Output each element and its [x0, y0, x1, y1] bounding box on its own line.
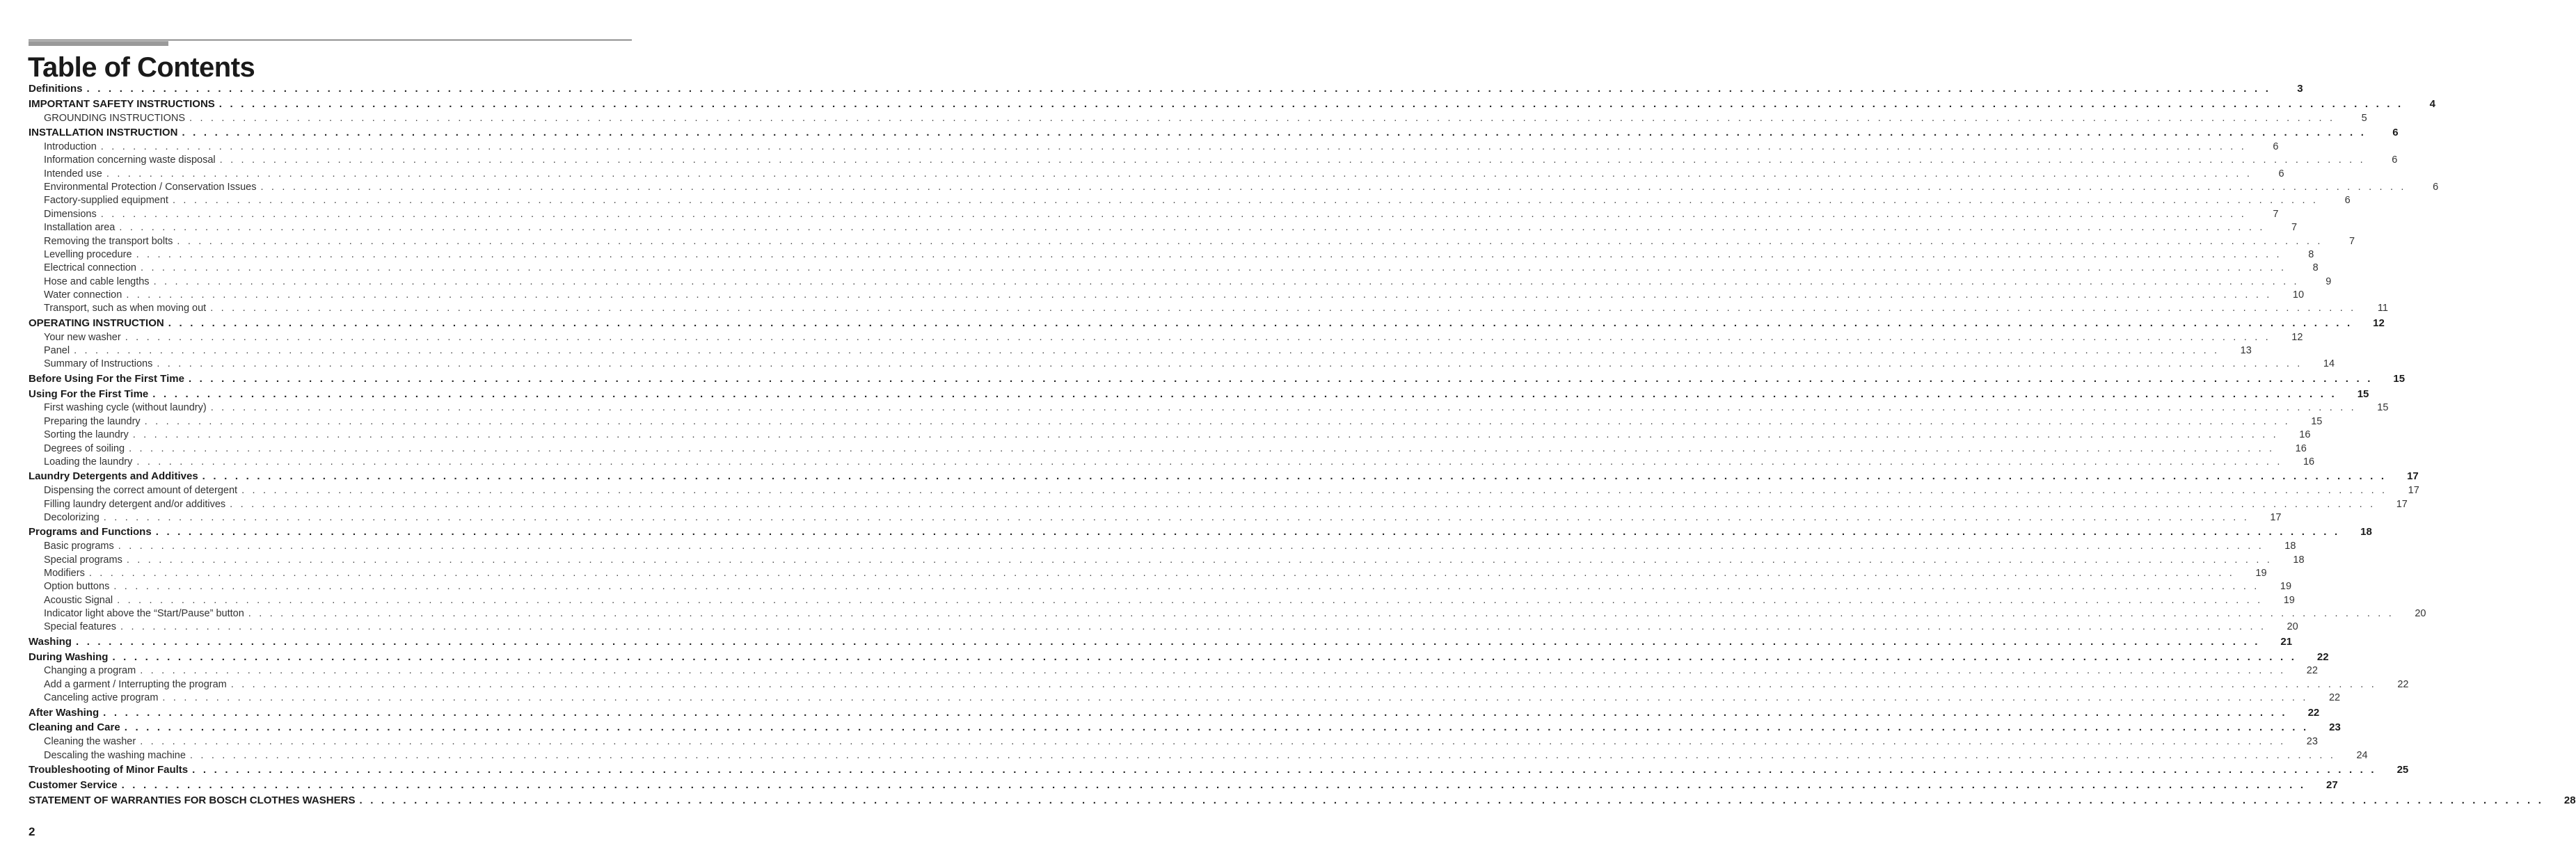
toc-subsection-entry[interactable]: [29, 415, 2323, 429]
toc-dot-leader: . . . . . . . . . . . . . . . . . . . . . . . . . . . . . . . . . . . . . . . . . . . . . . . . . . . . . . . . . . . . . . . . . . . . . . . . . . . . . . . . . . . . . . . . . . . . . . . . . . . . . . . . . . . . . . . . . . . . . . . . . . . . . . . . . . . . . . . . . . . . . . . . . . . . . . . . . . . . . . . . . . . . . . . . . . . . . . . . . . . . . . . . . . . . . . . . . . . . . . . .: [126, 289, 2273, 301]
toc-entry-page: 19: [2255, 567, 2267, 579]
table-of-contents: [29, 81, 2576, 808]
toc-dot-leader: . . . . . . . . . . . . . . . . . . . . . . . . . . . . . . . . . . . . . . . . . . . . . . . . . . . . . . . . . . . . . . . . . . . . . . . . . . . . . . . . . . . . . . . . . . . . . . . . . . . . . . . . . . . . . . . . . . . . . . . . . . . . . . . . . . . . . . . . . . . . . . . . . . . . . . . . . . . . . . . . . . . . . . . . . . . . . . . . . . . . . . . . . . . . . . . . . . . . . . . .: [192, 764, 2377, 776]
toc-dot-leader: . . . . . . . . . . . . . . . . . . . . . . . . . . . . . . . . . . . . . . . . . . . . . . . . . . . . . . . . . . . . . . . . . . . . . . . . . . . . . . . . . . . . . . . . . . . . . . . . . . . . . . . . . . . . . . . . . . . . . . . . . . . . . . . . . . . . . . . . . . . . . . . . . . . . . . . . . . . . . . . . . . . . . . . . . . . . . . . . . . . . . . . . . . . . . . . . . . . . . . . .: [141, 262, 2287, 274]
toc-subsection-entry[interactable]: [29, 498, 2408, 511]
toc-section-entry[interactable]: [29, 81, 2303, 97]
toc-entry-label: Hose and cable lengths: [44, 275, 150, 287]
toc-section-entry[interactable]: [29, 525, 2372, 540]
toc-entry-page: 8: [2312, 262, 2319, 274]
toc-subsection-entry[interactable]: [29, 344, 2252, 358]
toc-dot-leader: . . . . . . . . . . . . . . . . . . . . . . . . . . . . . . . . . . . . . . . . . . . . . . . . . . . . . . . . . . . . . . . . . . . . . . . . . . . . . . . . . . . . . . . . . . . . . . . . . . . . . . . . . . . . . . . . . . . . . . . . . . . . . . . . . . . . . . . . . . . . . . . . . . . . . . . . . . . . . . . . . . . . . . . . . . . . . . . . . . . . . . . . . . . . . . . . . . . . . . . .: [136, 456, 2283, 468]
toc-entry-page: 6: [2392, 154, 2398, 166]
toc-entry-page: 22: [2316, 650, 2329, 663]
toc-dot-leader: . . . . . . . . . . . . . . . . . . . . . . . . . . . . . . . . . . . . . . . . . . . . . . . . . . . . . . . . . . . . . . . . . . . . . . . . . . . . . . . . . . . . . . . . . . . . . . . . . . . . . . . . . . . . . . . . . . . . . . . . . . . . . . . . . . . . . . . . . . . . . . . . . . . . . . . . . . . . . . . . . . . . . . . . . . . . . . . . . . . . . . . . . . . . . . . . . . . . . . . .: [136, 248, 2282, 260]
toc-subsection-entry[interactable]: [29, 442, 2307, 456]
toc-dot-leader: . . . . . . . . . . . . . . . . . . . . . . . . . . . . . . . . . . . . . . . . . . . . . . . . . . . . . . . . . . . . . . . . . . . . . . . . . . . . . . . . . . . . . . . . . . . . . . . . . . . . . . . . . . . . . . . . . . . . . . . . . . . . . . . . . . . . . . . . . . . . . . . . . . . . . . . . . . . . . . . . . . . . . . . . . . . . . . . . . . . . . . . . . . . . . . . . . . . . . . . .: [100, 208, 2247, 220]
toc-subsection-entry[interactable]: [29, 735, 2318, 749]
toc-subsection-entry[interactable]: [29, 621, 2298, 634]
toc-entry-label: Programs and Functions: [29, 526, 152, 538]
toc-entry-page: 16: [2295, 442, 2307, 454]
toc-section-entry[interactable]: [29, 125, 2399, 141]
toc-entry-label: Factory-supplied equipment: [44, 195, 168, 207]
toc-subsection-entry[interactable]: [29, 208, 2279, 221]
toc-dot-leader: . . . . . . . . . . . . . . . . . . . . . . . . . . . . . . . . . . . . . . . . . . . . . . . . . . . . . . . . . . . . . . . . . . . . . . . . . . . . . . . . . . . . . . . . . . . . . . . . . . . . . . . . . . . . . . . . . . . . . . . . . . . . . . . . . . . . . . . . . . . . . . . . . . . . . . . . . . . . . . . . . . . . . . . . . . . . . . . . . . . . . . . . . . . . . . . . . . . . . . . .: [103, 511, 2250, 523]
toc-dot-leader: . . . . . . . . . . . . . . . . . . . . . . . . . . . . . . . . . . . . . . . . . . . . . . . . . . . . . . . . . . . . . . . . . . . . . . . . . . . . . . . . . . . . . . . . . . . . . . . . . . . . . . . . . . . . . . . . . . . . . . . . . . . . . . . . . . . . . . . . . . . . . . . . . . . . . . . . . . . . . . . . . . . . . . . . . . . . . . . . . . . . . . . . . . . . . . . . . . . . . . . .: [120, 621, 2266, 633]
toc-entry-label: Environmental Protection / Conservation Issues: [44, 181, 257, 193]
toc-dot-leader: . . . . . . . . . . . . . . . . . . . . . . . . . . . . . . . . . . . . . . . . . . . . . . . . . . . . . . . . . . . . . . . . . . . . . . . . . . . . . . . . . . . . . . . . . . . . . . . . . . . . . . . . . . . . . . . . . . . . . . . . . . . . . . . . . . . . . . . . . . . . . . . . . . . . . . . . . . . . . . . . . . . . . . . . . . . . . . . . . . . . . . . . . . . . . . . . . . . . . . . .: [75, 635, 2261, 648]
toc-entry-label: Cleaning the washer: [44, 736, 136, 748]
toc-entry-page: 15: [2311, 415, 2323, 427]
toc-entry-label: Sorting the laundry: [44, 429, 129, 441]
toc-dot-leader: . . . . . . . . . . . . . . . . . . . . . . . . . . . . . . . . . . . . . . . . . . . . . . . . . . . . . . . . . . . . . . . . . . . . . . . . . . . . . . . . . . . . . . . . . . . . . . . . . . . . . . . . . . . . . . . . . . . . . . . . . . . . . . . . . . . . . . . . . . . . . . . . . . . . . . . . . . . . . . . . . . . . . . . . . . . . . . . . . . . . . . . . . . . . . . . . . . . . . . . .: [119, 222, 2266, 234]
page-title: Table of Contents: [28, 52, 255, 83]
toc-section-entry[interactable]: [29, 371, 2406, 387]
toc-entry-page: 17: [2408, 485, 2419, 497]
toc-entry-label: Summary of Instructions: [44, 358, 153, 370]
toc-subsection-entry[interactable]: [29, 248, 2314, 262]
toc-entry-label: Intended use: [44, 168, 102, 179]
toc-section-entry[interactable]: [29, 762, 2409, 778]
toc-entry-label: Using For the First Time: [29, 387, 149, 400]
toc-section-entry[interactable]: [29, 316, 2385, 331]
toc-subsection-entry[interactable]: [29, 540, 2296, 553]
toc-entry-page: 23: [2306, 736, 2318, 748]
toc-subsection-entry[interactable]: [29, 749, 2368, 762]
toc-entry-label: After Washing: [29, 706, 100, 719]
toc-dot-leader: . . . . . . . . . . . . . . . . . . . . . . . . . . . . . . . . . . . . . . . . . . . . . . . . . . . . . . . . . . . . . . . . . . . . . . . . . . . . . . . . . . . . . . . . . . . . . . . . . . . . . . . . . . . . . . . . . . . . . . . . . . . . . . . . . . . . . . . . . . . . . . . . . . . . . . . . . . . . . . . . . . . . . . . . . . . . . . . . . . . . . . . . . . . . . . . . . . . . . . . .: [157, 358, 2303, 370]
toc-dot-leader: . . . . . . . . . . . . . . . . . . . . . . . . . . . . . . . . . . . . . . . . . . . . . . . . . . . . . . . . . . . . . . . . . . . . . . . . . . . . . . . . . . . . . . . . . . . . . . . . . . . . . . . . . . . . . . . . . . . . . . . . . . . . . . . . . . . . . . . . . . . . . . . . . . . . . . . . . . . . . . . . . . . . . . . . . . . . . . . . . . . . . . . . . . . . . . . . . . . . . . . .: [112, 650, 2297, 663]
toc-entry-page: 19: [2280, 581, 2292, 593]
toc-dot-leader: . . . . . . . . . . . . . . . . . . . . . . . . . . . . . . . . . . . . . . . . . . . . . . . . . . . . . . . . . . . . . . . . . . . . . . . . . . . . . . . . . . . . . . . . . . . . . . . . . . . . . . . . . . . . . . . . . . . . . . . . . . . . . . . . . . . . . . . . . . . . . . . . . . . . . . . . . . . . . . . . . . . . . . . . . . . . . . . . . . . . . . . . . . . . . . . . . . . . . . . .: [106, 168, 2252, 179]
toc-entry-label: Cleaning and Care: [29, 721, 120, 734]
toc-section-entry[interactable]: [29, 634, 2293, 650]
toc-entry-page: 18: [2360, 526, 2372, 538]
toc-entry-page: 24: [2356, 749, 2368, 761]
toc-entry-label: Decolorizing: [44, 511, 100, 523]
toc-entry-label: Special programs: [44, 554, 122, 566]
toc-entry-page: 9: [2325, 275, 2332, 287]
toc-entry-label: Special features: [44, 621, 116, 633]
toc-dot-leader: . . . . . . . . . . . . . . . . . . . . . . . . . . . . . . . . . . . . . . . . . . . . . . . . . . . . . . . . . . . . . . . . . . . . . . . . . . . . . . . . . . . . . . . . . . . . . . . . . . . . . . . . . . . . . . . . . . . . . . . . . . . . . . . . . . . . . . . . . . . . . . . . . . . . . . . . . . . . . . . . . . . . . . . . . . . . . . . . . . . . . . . . . . . . . . . . . . . . . . . .: [260, 181, 2407, 193]
toc-entry-label: Add a garment / Interrupting the program: [44, 678, 227, 690]
toc-entry-page: 18: [2284, 541, 2296, 552]
toc-dot-leader: . . . . . . . . . . . . . . . . . . . . . . . . . . . . . . . . . . . . . . . . . . . . . . . . . . . . . . . . . . . . . . . . . . . . . . . . . . . . . . . . . . . . . . . . . . . . . . . . . . . . . . . . . . . . . . . . . . . . . . . . . . . . . . . . . . . . . . . . . . . . . . . . . . . . . . . . . . . . . . . . . . . . . . . . . . . . . . . . . . . . . . . . . . . . . . . . . . . . . . . .: [100, 141, 2247, 152]
toc-entry-page: 22: [2397, 678, 2409, 690]
toc-subsection-entry[interactable]: [29, 594, 2295, 607]
toc-subsection-entry[interactable]: [29, 692, 2341, 705]
toc-entry-label: During Washing: [29, 650, 109, 663]
toc-dot-leader: . . . . . . . . . . . . . . . . . . . . . . . . . . . . . . . . . . . . . . . . . . . . . . . . . . . . . . . . . . . . . . . . . . . . . . . . . . . . . . . . . . . . . . . . . . . . . . . . . . . . . . . . . . . . . . . . . . . . . . . . . . . . . . . . . . . . . . . . . . . . . . . . . . . . . . . . . . . . . . . . . . . . . . . . . . . . . . . . . . . . . . . . . . . . . . . . . . . . . . . .: [230, 498, 2376, 510]
toc-entry-label: Washing: [29, 635, 72, 648]
toc-entry-page: 15: [2357, 387, 2369, 400]
toc-subsection-entry[interactable]: [29, 194, 2351, 207]
toc-dot-leader: . . . . . . . . . . . . . . . . . . . . . . . . . . . . . . . . . . . . . . . . . . . . . . . . . . . . . . . . . . . . . . . . . . . . . . . . . . . . . . . . . . . . . . . . . . . . . . . . . . . . . . . . . . . . . . . . . . . . . . . . . . . . . . . . . . . . . . . . . . . . . . . . . . . . . . . . . . . . . . . . . . . . . . . . . . . . . . . . . . . . . . . . . . . . . . . . . . . . . . . .: [189, 112, 2335, 124]
toc-entry-page: 19: [2283, 594, 2295, 606]
toc-entry-page: 7: [2349, 235, 2355, 247]
toc-subsection-entry[interactable]: [29, 607, 2426, 621]
toc-entry-page: 20: [2415, 608, 2426, 620]
toc-entry-label: IMPORTANT SAFETY INSTRUCTIONS: [29, 97, 215, 110]
toc-entry-page: 4: [2429, 97, 2435, 110]
toc-entry-label: Electrical connection: [44, 262, 136, 274]
toc-entry-label: Introduction: [44, 141, 97, 152]
toc-entry-page: 20: [2287, 621, 2298, 633]
toc-entry-page: 28: [2563, 794, 2576, 806]
toc-dot-leader: . . . . . . . . . . . . . . . . . . . . . . . . . . . . . . . . . . . . . . . . . . . . . . . . . . . . . . . . . . . . . . . . . . . . . . . . . . . . . . . . . . . . . . . . . . . . . . . . . . . . . . . . . . . . . . . . . . . . . . . . . . . . . . . . . . . . . . . . . . . . . . . . . . . . . . . . . . . . . . . . . . . . . . . . . . . . . . . . . . . . . . . . . . . . . . . . . . . . . . . .: [113, 581, 2260, 593]
toc-dot-leader: . . . . . . . . . . . . . . . . . . . . . . . . . . . . . . . . . . . . . . . . . . . . . . . . . . . . . . . . . . . . . . . . . . . . . . . . . . . . . . . . . . . . . . . . . . . . . . . . . . . . . . . . . . . . . . . . . . . . . . . . . . . . . . . . . . . . . . . . . . . . . . . . . . . . . . . . . . . . . . . . . . . . . . . . . . . . . . . . . . . . . . . . . . . . . . . . . . . . . . . .: [125, 331, 2271, 343]
toc-dot-leader: . . . . . . . . . . . . . . . . . . . . . . . . . . . . . . . . . . . . . . . . . . . . . . . . . . . . . . . . . . . . . . . . . . . . . . . . . . . . . . . . . . . . . . . . . . . . . . . . . . . . . . . . . . . . . . . . . . . . . . . . . . . . . . . . . . . . . . . . . . . . . . . . . . . . . . . . . . . . . . . . . . . . . . . . . . . . . . . . . . . . . . . . . . . . . . . . . . . . . . . .: [230, 678, 2377, 690]
toc-entry-label: Panel: [44, 345, 70, 357]
toc-entry-page: 15: [2393, 372, 2406, 385]
toc-dot-leader: . . . . . . . . . . . . . . . . . . . . . . . . . . . . . . . . . . . . . . . . . . . . . . . . . . . . . . . . . . . . . . . . . . . . . . . . . . . . . . . . . . . . . . . . . . . . . . . . . . . . . . . . . . . . . . . . . . . . . . . . . . . . . . . . . . . . . . . . . . . . . . . . . . . . . . . . . . . . . . . . . . . . . . . . . . . . . . . . . . . . . . . . . . . . . . . . . . . . . . . .: [248, 608, 2394, 620]
toc-subsection-entry[interactable]: [29, 168, 2284, 181]
page-number: 2: [29, 825, 35, 838]
toc-entry-page: 11: [2377, 303, 2388, 314]
toc-entry-label: Troubleshooting of Minor Faults: [29, 764, 189, 776]
toc-dot-leader: . . . . . . . . . . . . . . . . . . . . . . . . . . . . . . . . . . . . . . . . . . . . . . . . . . . . . . . . . . . . . . . . . . . . . . . . . . . . . . . . . . . . . . . . . . . . . . . . . . . . . . . . . . . . . . . . . . . . . . . . . . . . . . . . . . . . . . . . . . . . . . . . . . . . . . . . . . . . . . . . . . . . . . . . . . . . . . . . . . . . . . . . . . . . . . . . . . . . . . . .: [219, 154, 2366, 166]
toc-entry-page: 6: [2273, 141, 2279, 152]
toc-entry-page: 22: [2307, 706, 2320, 719]
toc-dot-leader: . . . . . . . . . . . . . . . . . . . . . . . . . . . . . . . . . . . . . . . . . . . . . . . . . . . . . . . . . . . . . . . . . . . . . . . . . . . . . . . . . . . . . . . . . . . . . . . . . . . . . . . . . . . . . . . . . . . . . . . . . . . . . . . . . . . . . . . . . . . . . . . . . . . . . . . . . . . . . . . . . . . . . . . . . . . . . . . . . . . . . . . . . . . . . . . . . . . . . . . .: [129, 442, 2275, 454]
toc-subsection-entry[interactable]: [29, 154, 2398, 167]
toc-entry-label: First washing cycle (without laundry): [44, 402, 207, 414]
toc-subsection-entry[interactable]: [29, 221, 2298, 234]
toc-dot-leader: . . . . . . . . . . . . . . . . . . . . . . . . . . . . . . . . . . . . . . . . . . . . . . . . . . . . . . . . . . . . . . . . . . . . . . . . . . . . . . . . . . . . . . . . . . . . . . . . . . . . . . . . . . . . . . . . . . . . . . . . . . . . . . . . . . . . . . . . . . . . . . . . . . . . . . . . . . . . . . . . . . . . . . . . . . . . . . . . . . . . . . . . . . . . . . . . . . . . . . . .: [189, 749, 2336, 761]
toc-dot-leader: . . . . . . . . . . . . . . . . . . . . . . . . . . . . . . . . . . . . . . . . . . . . . . . . . . . . . . . . . . . . . . . . . . . . . . . . . . . . . . . . . . . . . . . . . . . . . . . . . . . . . . . . . . . . . . . . . . . . . . . . . . . . . . . . . . . . . . . . . . . . . . . . . . . . . . . . . . . . . . . . . . . . . . . . . . . . . . . . . . . . . . . . . . . . . . . . . . . . . . . .: [152, 387, 2337, 400]
toc-dot-leader: . . . . . . . . . . . . . . . . . . . . . . . . . . . . . . . . . . . . . . . . . . . . . . . . . . . . . . . . . . . . . . . . . . . . . . . . . . . . . . . . . . . . . . . . . . . . . . . . . . . . . . . . . . . . . . . . . . . . . . . . . . . . . . . . . . . . . . . . . . . . . . . . . . . . . . . . . . . . . . . . . . . . . . . . . . . . . . . . . . . . . . . . . . . . . . . . . . . . . . . .: [202, 470, 2387, 483]
toc-dot-leader: . . . . . . . . . . . . . . . . . . . . . . . . . . . . . . . . . . . . . . . . . . . . . . . . . . . . . . . . . . . . . . . . . . . . . . . . . . . . . . . . . . . . . . . . . . . . . . . . . . . . . . . . . . . . . . . . . . . . . . . . . . . . . . . . . . . . . . . . . . . . . . . . . . . . . . . . . . . . . . . . . . . . . . . . . . . . . . . . . . . . . . . . . . . . . . . . . . . . . . . .: [74, 345, 2220, 357]
toc-dot-leader: . . . . . . . . . . . . . . . . . . . . . . . . . . . . . . . . . . . . . . . . . . . . . . . . . . . . . . . . . . . . . . . . . . . . . . . . . . . . . . . . . . . . . . . . . . . . . . . . . . . . . . . . . . . . . . . . . . . . . . . . . . . . . . . . . . . . . . . . . . . . . . . . . . . . . . . . . . . . . . . . . . . . . . . . . . . . . . . . . . . . . . . . . . . . . . . . . . . . . . . .: [168, 317, 2353, 329]
toc-entry-page: 10: [2292, 289, 2305, 301]
toc-entry-label: Preparing the laundry: [44, 415, 141, 427]
toc-entry-label: Changing a program: [44, 665, 136, 677]
toc-entry-page: 23: [2329, 721, 2341, 734]
toc-dot-leader: . . . . . . . . . . . . . . . . . . . . . . . . . . . . . . . . . . . . . . . . . . . . . . . . . . . . . . . . . . . . . . . . . . . . . . . . . . . . . . . . . . . . . . . . . . . . . . . . . . . . . . . . . . . . . . . . . . . . . . . . . . . . . . . . . . . . . . . . . . . . . . . . . . . . . . . . . . . . . . . . . . . . . . . . . . . . . . . . . . . . . . . . . . . . . . . . . . . . . . . .: [172, 195, 2319, 207]
toc-subsection-entry[interactable]: [29, 289, 2305, 302]
toc-entry-page: 16: [2299, 429, 2311, 441]
toc-entry-page: 13: [2240, 345, 2252, 357]
toc-subsection-entry[interactable]: [29, 275, 2332, 289]
toc-section-entry[interactable]: [29, 793, 2576, 808]
toc-entry-label: Before Using For the First Time: [29, 372, 184, 385]
toc-entry-label: Dispensing the correct amount of detergent: [44, 485, 238, 497]
toc-entry-label: Dimensions: [44, 208, 97, 220]
toc-subsection-entry[interactable]: [29, 511, 2282, 525]
toc-dot-leader: . . . . . . . . . . . . . . . . . . . . . . . . . . . . . . . . . . . . . . . . . . . . . . . . . . . . . . . . . . . . . . . . . . . . . . . . . . . . . . . . . . . . . . . . . . . . . . . . . . . . . . . . . . . . . . . . . . . . . . . . . . . . . . . . . . . . . . . . . . . . . . . . . . . . . . . . . . . . . . . . . . . . . . . . . . . . . . . . . . . . . . . . . . . . . . . . . . . . . . . .: [121, 778, 2306, 791]
toc-entry-label: STATEMENT OF WARRANTIES FOR BOSCH CLOTHES WASHERS: [29, 794, 356, 806]
toc-entry-label: Levelling procedure: [44, 248, 132, 260]
toc-subsection-entry[interactable]: [29, 302, 2388, 315]
toc-entry-page: 7: [2273, 208, 2279, 220]
toc-subsection-entry[interactable]: [29, 567, 2267, 580]
toc-entry-page: 18: [2293, 554, 2305, 566]
toc-section-entry[interactable]: [29, 650, 2329, 665]
toc-subsection-entry[interactable]: [29, 664, 2318, 678]
toc-entry-label: Modifiers: [44, 567, 85, 579]
toc-dot-leader: . . . . . . . . . . . . . . . . . . . . . . . . . . . . . . . . . . . . . . . . . . . . . . . . . . . . . . . . . . . . . . . . . . . . . . . . . . . . . . . . . . . . . . . . . . . . . . . . . . . . . . . . . . . . . . . . . . . . . . . . . . . . . . . . . . . . . . . . . . . . . . . . . . . . . . . . . . . . . . . . . . . . . . . . . . . . . . . . . . . . . . . . . . . . . . . . . . . . . . . .: [88, 567, 2235, 579]
toc-section-entry[interactable]: [29, 469, 2419, 484]
toc-dot-leader: . . . . . . . . . . . . . . . . . . . . . . . . . . . . . . . . . . . . . . . . . . . . . . . . . . . . . . . . . . . . . . . . . . . . . . . . . . . . . . . . . . . . . . . . . . . . . . . . . . . . . . . . . . . . . . . . . . . . . . . . . . . . . . . . . . . . . . . . . . . . . . . . . . . . . . . . . . . . . . . . . . . . . . . . . . . . . . . . . . . . . . . . . . . . . . . . . . . . . . . .: [132, 429, 2279, 441]
toc-dot-leader: . . . . . . . . . . . . . . . . . . . . . . . . . . . . . . . . . . . . . . . . . . . . . . . . . . . . . . . . . . . . . . . . . . . . . . . . . . . . . . . . . . . . . . . . . . . . . . . . . . . . . . . . . . . . . . . . . . . . . . . . . . . . . . . . . . . . . . . . . . . . . . . . . . . . . . . . . . . . . . . . . . . . . . . . . . . . . . . . . . . . . . . . . . . . . . . . . . . . . . . .: [162, 692, 2309, 704]
toc-entry-page: 25: [2396, 764, 2409, 776]
toc-dot-leader: . . . . . . . . . . . . . . . . . . . . . . . . . . . . . . . . . . . . . . . . . . . . . . . . . . . . . . . . . . . . . . . . . . . . . . . . . . . . . . . . . . . . . . . . . . . . . . . . . . . . . . . . . . . . . . . . . . . . . . . . . . . . . . . . . . . . . . . . . . . . . . . . . . . . . . . . . . . . . . . . . . . . . . . . . . . . . . . . . . . . . . . . . . . . . . . . . . . . . . . .: [140, 665, 2286, 677]
toc-dot-leader: . . . . . . . . . . . . . . . . . . . . . . . . . . . . . . . . . . . . . . . . . . . . . . . . . . . . . . . . . . . . . . . . . . . . . . . . . . . . . . . . . . . . . . . . . . . . . . . . . . . . . . . . . . . . . . . . . . . . . . . . . . . . . . . . . . . . . . . . . . . . . . . . . . . . . . . . . . . . . . . . . . . . . . . . . . . . . . . . . . . . . . . . . . . . . . . . . . . . . . . .: [103, 706, 2288, 719]
toc-dot-leader: . . . . . . . . . . . . . . . . . . . . . . . . . . . . . . . . . . . . . . . . . . . . . . . . . . . . . . . . . . . . . . . . . . . . . . . . . . . . . . . . . . . . . . . . . . . . . . . . . . . . . . . . . . . . . . . . . . . . . . . . . . . . . . . . . . . . . . . . . . . . . . . . . . . . . . . . . . . . . . . . . . . . . . . . . . . . . . . . . . . . . . . . . . . . . . . . . . . . . . . .: [144, 415, 2291, 427]
toc-entry-label: GROUNDING INSTRUCTIONS: [44, 112, 185, 124]
toc-entry-page: 17: [2396, 498, 2408, 510]
header-accent-bar: [29, 41, 168, 46]
toc-entry-page: 12: [2291, 331, 2303, 343]
toc-entry-label: Laundry Detergents and Additives: [29, 470, 198, 483]
toc-entry-label: OPERATING INSTRUCTION: [29, 317, 164, 329]
toc-entry-page: 17: [2270, 511, 2282, 523]
toc-dot-leader: . . . . . . . . . . . . . . . . . . . . . . . . . . . . . . . . . . . . . . . . . . . . . . . . . . . . . . . . . . . . . . . . . . . . . . . . . . . . . . . . . . . . . . . . . . . . . . . . . . . . . . . . . . . . . . . . . . . . . . . . . . . . . . . . . . . . . . . . . . . . . . . . . . . . . . . . . . . . . . . . . . . . . . . . . . . . . . . . . . . . . . . . . . . . . . . . . . . . . . . .: [140, 736, 2286, 748]
toc-entry-page: 15: [2377, 402, 2389, 414]
toc-dot-leader: . . . . . . . . . . . . . . . . . . . . . . . . . . . . . . . . . . . . . . . . . . . . . . . . . . . . . . . . . . . . . . . . . . . . . . . . . . . . . . . . . . . . . . . . . . . . . . . . . . . . . . . . . . . . . . . . . . . . . . . . . . . . . . . . . . . . . . . . . . . . . . . . . . . . . . . . . . . . . . . . . . . . . . . . . . . . . . . . . . . . . . . . . . . . . . . . . . . . . . . .: [155, 526, 2340, 538]
toc-dot-leader: . . . . . . . . . . . . . . . . . . . . . . . . . . . . . . . . . . . . . . . . . . . . . . . . . . . . . . . . . . . . . . . . . . . . . . . . . . . . . . . . . . . . . . . . . . . . . . . . . . . . . . . . . . . . . . . . . . . . . . . . . . . . . . . . . . . . . . . . . . . . . . . . . . . . . . . . . . . . . . . . . . . . . . . . . . . . . . . . . . . . . . . . . . . . . . . . . . . . . . . .: [86, 83, 2271, 95]
toc-dot-leader: . . . . . . . . . . . . . . . . . . . . . . . . . . . . . . . . . . . . . . . . . . . . . . . . . . . . . . . . . . . . . . . . . . . . . . . . . . . . . . . . . . . . . . . . . . . . . . . . . . . . . . . . . . . . . . . . . . . . . . . . . . . . . . . . . . . . . . . . . . . . . . . . . . . . . . . . . . . . . . . . . . . . . . . . . . . . . . . . . . . . . . . . . . . . . . . . . . . . . . . .: [126, 554, 2273, 566]
toc-dot-leader: . . . . . . . . . . . . . . . . . . . . . . . . . . . . . . . . . . . . . . . . . . . . . . . . . . . . . . . . . . . . . . . . . . . . . . . . . . . . . . . . . . . . . . . . . . . . . . . . . . . . . . . . . . . . . . . . . . . . . . . . . . . . . . . . . . . . . . . . . . . . . . . . . . . . . . . . . . . . . . . . . . . . . . . . . . . . . . . . . . . . . . . . . . . . . . . . . . . . . . . .: [359, 794, 2544, 806]
toc-entry-label: Canceling active program: [44, 692, 159, 704]
toc-entry-page: 5: [2361, 112, 2367, 124]
toc-subsection-entry[interactable]: [29, 235, 2355, 248]
toc-dot-leader: . . . . . . . . . . . . . . . . . . . . . . . . . . . . . . . . . . . . . . . . . . . . . . . . . . . . . . . . . . . . . . . . . . . . . . . . . . . . . . . . . . . . . . . . . . . . . . . . . . . . . . . . . . . . . . . . . . . . . . . . . . . . . . . . . . . . . . . . . . . . . . . . . . . . . . . . . . . . . . . . . . . . . . . . . . . . . . . . . . . . . . . . . . . . . . . . . . . . . . . .: [188, 372, 2374, 385]
toc-subsection-entry[interactable]: [29, 141, 2279, 154]
toc-entry-label: Information concerning waste disposal: [44, 154, 216, 166]
toc-section-entry[interactable]: [29, 778, 2338, 793]
toc-entry-page: 6: [2433, 181, 2439, 193]
toc-entry-page: 7: [2291, 222, 2298, 234]
toc-entry-page: 6: [2344, 195, 2351, 207]
toc-subsection-entry[interactable]: [29, 554, 2305, 567]
toc-entry-label: Definitions: [29, 83, 83, 95]
toc-section-entry[interactable]: [29, 720, 2341, 735]
toc-entry-label: Option buttons: [44, 581, 110, 593]
toc-dot-leader: . . . . . . . . . . . . . . . . . . . . . . . . . . . . . . . . . . . . . . . . . . . . . . . . . . . . . . . . . . . . . . . . . . . . . . . . . . . . . . . . . . . . . . . . . . . . . . . . . . . . . . . . . . . . . . . . . . . . . . . . . . . . . . . . . . . . . . . . . . . . . . . . . . . . . . . . . . . . . . . . . . . . . . . . . . . . . . . . . . . . . . . . . . . . . . . . . . . . . . . .: [241, 485, 2387, 497]
toc-subsection-entry[interactable]: [29, 429, 2311, 442]
toc-subsection-entry[interactable]: [29, 401, 2389, 415]
toc-dot-leader: . . . . . . . . . . . . . . . . . . . . . . . . . . . . . . . . . . . . . . . . . . . . . . . . . . . . . . . . . . . . . . . . . . . . . . . . . . . . . . . . . . . . . . . . . . . . . . . . . . . . . . . . . . . . . . . . . . . . . . . . . . . . . . . . . . . . . . . . . . . . . . . . . . . . . . . . . . . . . . . . . . . . . . . . . . . . . . . . . . . . . . . . . . . . . . . . . . . . . . . .: [182, 126, 2367, 138]
toc-entry-page: 21: [2280, 635, 2293, 648]
toc-subsection-entry[interactable]: [29, 580, 2292, 593]
toc-entry-page: 12: [2373, 317, 2385, 329]
toc-entry-label: Loading the laundry: [44, 456, 133, 468]
toc-dot-leader: . . . . . . . . . . . . . . . . . . . . . . . . . . . . . . . . . . . . . . . . . . . . . . . . . . . . . . . . . . . . . . . . . . . . . . . . . . . . . . . . . . . . . . . . . . . . . . . . . . . . . . . . . . . . . . . . . . . . . . . . . . . . . . . . . . . . . . . . . . . . . . . . . . . . . . . . . . . . . . . . . . . . . . . . . . . . . . . . . . . . . . . . . . . . . . . . . . . . . . . .: [218, 97, 2403, 110]
toc-dot-leader: . . . . . . . . . . . . . . . . . . . . . . . . . . . . . . . . . . . . . . . . . . . . . . . . . . . . . . . . . . . . . . . . . . . . . . . . . . . . . . . . . . . . . . . . . . . . . . . . . . . . . . . . . . . . . . . . . . . . . . . . . . . . . . . . . . . . . . . . . . . . . . . . . . . . . . . . . . . . . . . . . . . . . . . . . . . . . . . . . . . . . . . . . . . . . . . . . . . . . . . .: [118, 541, 2264, 552]
toc-entry-label: Descaling the washing machine: [44, 749, 186, 761]
toc-entry-page: 8: [2308, 248, 2314, 260]
toc-entry-page: 14: [2323, 358, 2335, 370]
toc-section-entry[interactable]: [29, 705, 2320, 721]
toc-dot-leader: . . . . . . . . . . . . . . . . . . . . . . . . . . . . . . . . . . . . . . . . . . . . . . . . . . . . . . . . . . . . . . . . . . . . . . . . . . . . . . . . . . . . . . . . . . . . . . . . . . . . . . . . . . . . . . . . . . . . . . . . . . . . . . . . . . . . . . . . . . . . . . . . . . . . . . . . . . . . . . . . . . . . . . . . . . . . . . . . . . . . . . . . . . . . . . . . . . . . . . . .: [117, 594, 2263, 606]
toc-section-entry[interactable]: [29, 387, 2369, 402]
toc-subsection-entry[interactable]: [29, 181, 2439, 194]
toc-dot-leader: . . . . . . . . . . . . . . . . . . . . . . . . . . . . . . . . . . . . . . . . . . . . . . . . . . . . . . . . . . . . . . . . . . . . . . . . . . . . . . . . . . . . . . . . . . . . . . . . . . . . . . . . . . . . . . . . . . . . . . . . . . . . . . . . . . . . . . . . . . . . . . . . . . . . . . . . . . . . . . . . . . . . . . . . . . . . . . . . . . . . . . . . . . . . . . . . . . . . . . . .: [210, 303, 2356, 314]
toc-subsection-entry[interactable]: [29, 456, 2315, 469]
toc-dot-leader: . . . . . . . . . . . . . . . . . . . . . . . . . . . . . . . . . . . . . . . . . . . . . . . . . . . . . . . . . . . . . . . . . . . . . . . . . . . . . . . . . . . . . . . . . . . . . . . . . . . . . . . . . . . . . . . . . . . . . . . . . . . . . . . . . . . . . . . . . . . . . . . . . . . . . . . . . . . . . . . . . . . . . . . . . . . . . . . . . . . . . . . . . . . . . . . . . . . . . . . .: [177, 235, 2323, 247]
toc-subsection-entry[interactable]: [29, 358, 2335, 371]
toc-entry-page: 16: [2303, 456, 2315, 468]
toc-dot-leader: . . . . . . . . . . . . . . . . . . . . . . . . . . . . . . . . . . . . . . . . . . . . . . . . . . . . . . . . . . . . . . . . . . . . . . . . . . . . . . . . . . . . . . . . . . . . . . . . . . . . . . . . . . . . . . . . . . . . . . . . . . . . . . . . . . . . . . . . . . . . . . . . . . . . . . . . . . . . . . . . . . . . . . . . . . . . . . . . . . . . . . . . . . . . . . . . . . . . . . . .: [124, 721, 2309, 734]
toc-subsection-entry[interactable]: [29, 678, 2409, 692]
toc-subsection-entry[interactable]: [29, 112, 2367, 125]
toc-entry-label: Removing the transport bolts: [44, 235, 173, 247]
toc-entry-label: Acoustic Signal: [44, 594, 113, 606]
toc-entry-label: Basic programs: [44, 541, 114, 552]
toc-dot-leader: . . . . . . . . . . . . . . . . . . . . . . . . . . . . . . . . . . . . . . . . . . . . . . . . . . . . . . . . . . . . . . . . . . . . . . . . . . . . . . . . . . . . . . . . . . . . . . . . . . . . . . . . . . . . . . . . . . . . . . . . . . . . . . . . . . . . . . . . . . . . . . . . . . . . . . . . . . . . . . . . . . . . . . . . . . . . . . . . . . . . . . . . . . . . . . . . . . . . . . . .: [210, 402, 2357, 414]
toc-entry-page: 6: [2392, 126, 2399, 138]
toc-entry-label: Transport, such as when moving out: [44, 303, 207, 314]
toc-entry-page: 3: [2297, 83, 2303, 95]
toc-entry-page: 22: [2328, 692, 2341, 704]
toc-entry-label: INSTALLATION INSTRUCTION: [29, 126, 178, 138]
toc-subsection-entry[interactable]: [29, 331, 2303, 344]
toc-section-entry[interactable]: [29, 97, 2435, 112]
toc-subsection-entry[interactable]: [29, 484, 2419, 497]
toc-entry-label: Filling laundry detergent and/or additives: [44, 498, 226, 510]
toc-entry-page: 27: [2326, 778, 2338, 791]
toc-entry-label: Installation area: [44, 222, 116, 234]
toc-dot-leader: . . . . . . . . . . . . . . . . . . . . . . . . . . . . . . . . . . . . . . . . . . . . . . . . . . . . . . . . . . . . . . . . . . . . . . . . . . . . . . . . . . . . . . . . . . . . . . . . . . . . . . . . . . . . . . . . . . . . . . . . . . . . . . . . . . . . . . . . . . . . . . . . . . . . . . . . . . . . . . . . . . . . . . . . . . . . . . . . . . . . . . . . . . . . . . . . . . . . . . . .: [153, 275, 2300, 287]
toc-entry-page: 22: [2306, 665, 2318, 677]
toc-entry-page: 17: [2407, 470, 2419, 483]
toc-entry-label: Indicator light above the “Start/Pause” button: [44, 608, 244, 620]
toc-entry-page: 6: [2278, 168, 2284, 179]
toc-entry-label: Your new washer: [44, 331, 121, 343]
toc-entry-label: Customer Service: [29, 778, 118, 791]
toc-subsection-entry[interactable]: [29, 262, 2319, 275]
toc-entry-label: Degrees of soiling: [44, 442, 125, 454]
toc-entry-label: Water connection: [44, 289, 122, 301]
